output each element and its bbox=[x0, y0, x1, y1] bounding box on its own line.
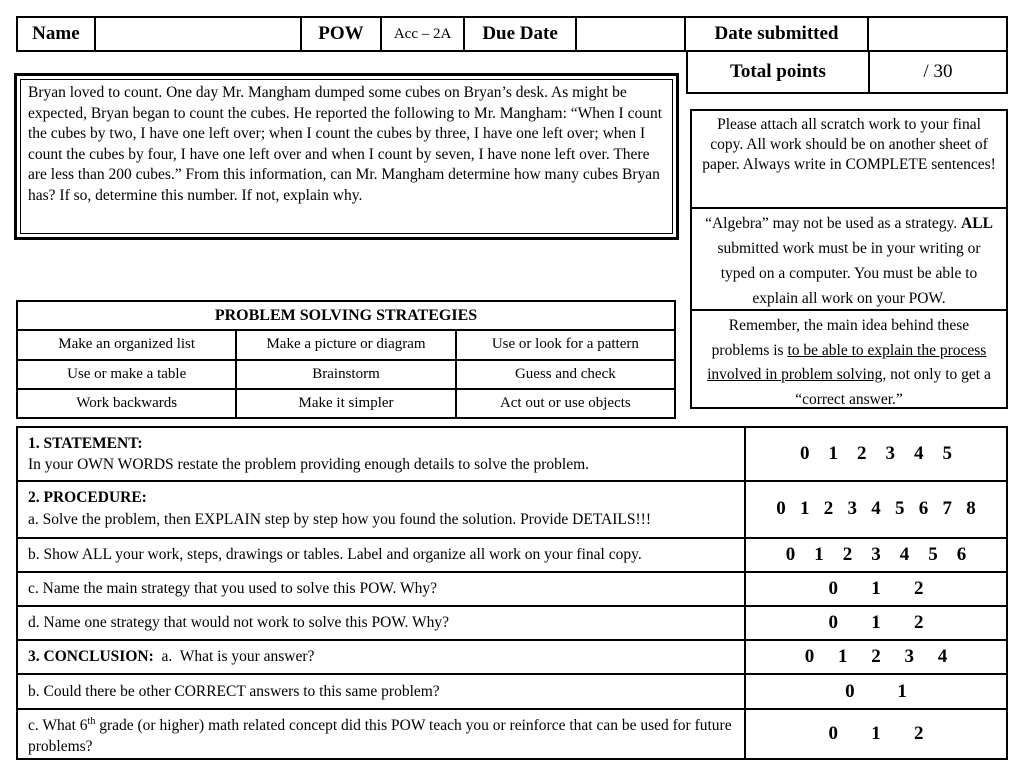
note-algebra-text: “Algebra” may not be used as a strategy. bbox=[705, 215, 958, 232]
rubric-statement bbox=[17, 427, 745, 481]
name-label: Name bbox=[17, 17, 95, 51]
rubric-procedure bbox=[17, 481, 745, 537]
rubric-main-strategy-scores: 0 1 2 bbox=[745, 572, 1007, 606]
rubric-main-strategy: c. Name the main strategy that you used to solve this POW. Why? bbox=[17, 572, 745, 606]
strategy-cell: Make an organized list bbox=[17, 330, 236, 359]
rubric-row bbox=[17, 572, 1007, 606]
note-all-bold: ALL bbox=[961, 215, 993, 232]
rubric-row bbox=[17, 709, 1007, 759]
rubric-row bbox=[17, 674, 1007, 708]
rubric-procedure-scores: 0 1 2 3 4 5 6 7 8 bbox=[745, 481, 1007, 537]
note-algebra bbox=[692, 207, 1006, 309]
rubric-other-strategy: d. Name one strategy that would not work to solve this POW. Why? bbox=[17, 606, 745, 640]
rubric-conclusion-scores: 0 1 2 3 4 bbox=[745, 640, 1007, 674]
rubric-row bbox=[17, 640, 1007, 674]
rubric-statement-scores: 0 1 2 3 4 5 bbox=[745, 427, 1007, 481]
rubric-row bbox=[17, 538, 1007, 572]
strategies-table bbox=[16, 300, 676, 419]
rubric-concept bbox=[17, 709, 745, 759]
rubric-procedure-heading: 2. PROCEDURE: bbox=[28, 489, 147, 507]
rubric-other-answers: b. Could there be other CORRECT answers to this same problem? bbox=[17, 674, 745, 708]
rubric-procedure-text: a. Solve the problem, then EXPLAIN step by step how you found the solution. Provide DETAILS!!! bbox=[28, 511, 651, 529]
strategy-cell: Work backwards bbox=[17, 389, 236, 418]
rubric-concept-text-b: grade (or higher) math related concept did this POW teach you or reinforce that can be used for future problems? bbox=[28, 716, 732, 755]
total-points-table bbox=[686, 50, 1008, 94]
rubric-row bbox=[17, 606, 1007, 640]
note-main-idea bbox=[692, 309, 1006, 407]
rubric-conclusion-text: a. What is your answer? bbox=[153, 648, 315, 666]
rubric-row bbox=[17, 427, 1007, 481]
rubric-statement-heading: 1. STATEMENT: bbox=[28, 434, 143, 452]
rubric-concept-sup: th bbox=[87, 715, 96, 727]
strategy-cell: Make a picture or diagram bbox=[236, 330, 455, 359]
total-points-label: Total points bbox=[687, 51, 869, 93]
strategy-cell: Brainstorm bbox=[236, 360, 455, 389]
strategy-cell: Make it simpler bbox=[236, 389, 455, 418]
strategies-row bbox=[17, 330, 675, 359]
pow-id: Acc – 2A bbox=[381, 17, 465, 51]
header-table bbox=[16, 16, 1008, 52]
strategy-cell: Use or make a table bbox=[17, 360, 236, 389]
note-main-idea-end: , not only to get a “correct answer.” bbox=[795, 366, 991, 408]
strategies-title: PROBLEM SOLVING STRATEGIES bbox=[17, 301, 675, 330]
rubric-conclusion-heading: 3. CONCLUSION: bbox=[28, 648, 154, 666]
rubric-statement-text: In your OWN WORDS restate the problem providing enough details to solve the problem. bbox=[28, 455, 590, 473]
date-submitted-field[interactable] bbox=[868, 17, 1007, 51]
pow-label: POW bbox=[301, 17, 381, 51]
rubric-concept-text-a: c. What 6 bbox=[28, 716, 88, 734]
rubric-other-strategy-scores: 0 1 2 bbox=[745, 606, 1007, 640]
date-submitted-label: Date submitted bbox=[685, 17, 868, 51]
strategy-cell: Act out or use objects bbox=[456, 389, 675, 418]
problem-statement: Bryan loved to count. One day Mr. Mangham dumped some cubes on Bryan’s desk. As might be expected, Bryan began to count the cubes. He reported the following to Mr. Mangham: “When I count the cubes by two, I have one left over; when I count the cubes by three, I have one left over; when I count the cubes by four, I have one left over and when I count by seven, I have none left over. There are less than 200 cubes.” From this information, can Mr. Mangham determine how many cubes Bryan has? If so, determine this number. If not, explain why. bbox=[20, 79, 673, 234]
strategy-cell: Use or look for a pattern bbox=[456, 330, 675, 359]
rubric-other-answers-scores: 0 1 bbox=[745, 674, 1007, 708]
note-scratch-work: Please attach all scratch work to your final copy. All work should be on another sheet of paper. Always write in COMPLETE sentences! bbox=[702, 116, 996, 173]
strategy-cell: Guess and check bbox=[456, 360, 675, 389]
note-main-idea-underlined: to be able to explain the process involved in problem solving bbox=[707, 341, 987, 383]
rubric-concept-scores: 0 1 2 bbox=[745, 709, 1007, 759]
name-field[interactable] bbox=[95, 17, 301, 51]
strategies-row bbox=[17, 360, 675, 389]
total-points-value: / 30 bbox=[869, 51, 1007, 93]
note-submitted-text: submitted work must be in your writing or typed on a computer. You must be able to explain all work on your POW. bbox=[717, 240, 981, 307]
due-date-label: Due Date bbox=[464, 17, 575, 51]
strategies-row bbox=[17, 389, 675, 418]
rubric-show-work: b. Show ALL your work, steps, drawings or tables. Label and organize all work on your final copy. bbox=[17, 538, 745, 572]
instructions-box bbox=[690, 109, 1008, 409]
note-main-idea-text: Remember, the main idea behind these problems is bbox=[711, 317, 970, 359]
rubric-conclusion bbox=[17, 640, 745, 674]
rubric-row bbox=[17, 481, 1007, 537]
rubric-show-work-scores: 0 1 2 3 4 5 6 bbox=[745, 538, 1007, 572]
due-date-field[interactable] bbox=[576, 17, 685, 51]
rubric-table bbox=[16, 426, 1008, 760]
